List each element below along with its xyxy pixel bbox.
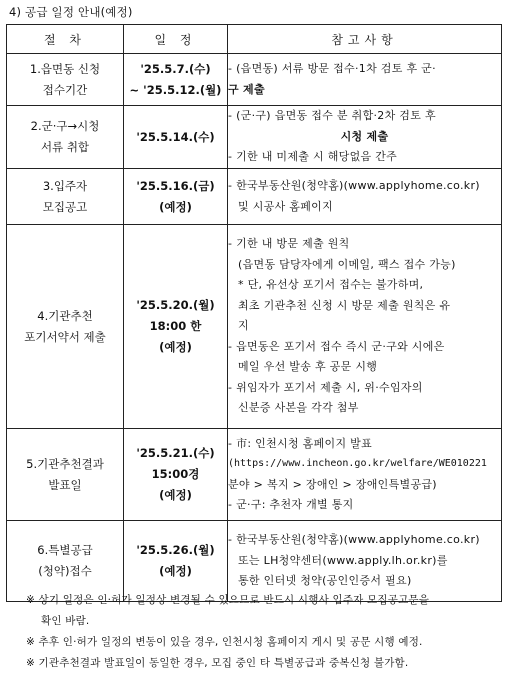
date-text: ~ '25.5.12.(월) bbox=[129, 82, 222, 97]
header-step: 절 차 bbox=[7, 25, 124, 54]
note-text: 지 bbox=[238, 319, 249, 333]
table-row bbox=[7, 106, 502, 169]
footnote: ※ 기관추천결과 발표일이 동일한 경우, 모집 중인 타 특별공급과 중복신청 불가함. bbox=[26, 657, 409, 669]
footnotes bbox=[26, 590, 496, 674]
step-cell bbox=[7, 169, 124, 225]
note-text: - 기한 내 방문 제출 원칙 bbox=[228, 237, 350, 251]
step-cell bbox=[7, 429, 124, 521]
step-cell bbox=[7, 225, 124, 429]
header-note: 참고사항 bbox=[228, 25, 502, 54]
table-row bbox=[7, 54, 502, 106]
step-text: 접수기간 bbox=[42, 82, 88, 97]
step-text: 모집공고 bbox=[42, 199, 88, 214]
date-cell bbox=[124, 106, 228, 169]
date-text: (예정) bbox=[159, 340, 192, 354]
date-text: 15:00경 bbox=[151, 467, 200, 481]
table-header-row bbox=[7, 25, 502, 54]
step-cell bbox=[7, 54, 124, 106]
date-cell bbox=[124, 54, 228, 106]
step-text: 3.입주자 bbox=[42, 178, 88, 193]
step-cell bbox=[7, 106, 124, 169]
date-text: (예정) bbox=[159, 199, 192, 214]
note-text: - (군·구) 읍면동 접수 분 취합·2차 검토 후 bbox=[228, 109, 436, 123]
note-text: * 단, 유선상 포기서 접수는 불가하며, bbox=[238, 278, 424, 292]
table-row bbox=[7, 169, 502, 225]
footnote: ※ 추후 인·허가 일정의 변동이 있을 경우, 인천시청 홈페이지 게시 및 공문 시행 예정. bbox=[26, 636, 423, 648]
date-cell bbox=[124, 169, 228, 225]
note-text: - 읍면동은 포기서 접수 즉시 군·구와 시에은 bbox=[228, 339, 445, 353]
note-url: (https://www.incheon.go.kr/welfare/WE010221 bbox=[228, 458, 487, 469]
note-text: 또는 LH청약센터(www.apply.lh.or.kr)를 bbox=[238, 553, 448, 567]
note-text: (읍면동 담당자에게 이메일, 팩스 접수 가능) bbox=[238, 257, 456, 271]
step-text: 포기서약서 제출 bbox=[24, 329, 106, 344]
date-text: '25.5.26.(월) bbox=[136, 543, 215, 557]
date-text: '25.5.7.(수) bbox=[140, 61, 211, 76]
step-text: 서류 취합 bbox=[40, 140, 90, 154]
note-cell bbox=[228, 54, 502, 106]
footnote: ※ 상기 일정은 인·허가 일정상 변경될 수 있으므로 반드시 시행사 입주자 모집공고문을 bbox=[26, 594, 430, 606]
date-text: '25.5.21.(수) bbox=[136, 446, 215, 460]
date-text: (예정) bbox=[159, 488, 192, 502]
date-cell bbox=[124, 225, 228, 429]
step-text: 6.특별공급 bbox=[37, 543, 93, 557]
note-text: 신분증 사본을 각각 첨부 bbox=[238, 401, 359, 415]
footnote-continuation: 확인 바람. bbox=[41, 615, 90, 627]
step-text: 발표일 bbox=[48, 477, 82, 492]
note-text: 구 제출 bbox=[228, 82, 265, 96]
note-text: - 市: 인천시청 홈페이지 발표 bbox=[228, 436, 373, 450]
note-cell bbox=[228, 225, 502, 429]
note-text: 통한 인터넷 청약(공인인증서 필요) bbox=[238, 574, 412, 588]
date-text: '25.5.20.(월) bbox=[136, 298, 215, 312]
note-cell bbox=[228, 429, 502, 521]
note-text: - 위임자가 포기서 제출 시, 위·수임자의 bbox=[228, 380, 423, 394]
note-text: - 기한 내 미제출 시 해당없음 간주 bbox=[228, 150, 398, 164]
note-text: 최초 기관추천 신청 시 방문 제출 원칙은 유 bbox=[238, 298, 451, 312]
header-date: 일 정 bbox=[124, 25, 228, 54]
note-text: 시청 제출 bbox=[340, 129, 389, 143]
date-text: 18:00 한 bbox=[149, 319, 202, 333]
section-title: 4) 공급 일정 안내(예정) bbox=[9, 5, 133, 19]
note-text: 및 시공사 홈페이지 bbox=[238, 199, 334, 213]
step-text: 1.읍면동 신청 bbox=[29, 61, 101, 76]
table-row bbox=[7, 429, 502, 521]
schedule-table bbox=[6, 24, 502, 602]
date-text: '25.5.16.(금) bbox=[136, 178, 215, 193]
table-row bbox=[7, 225, 502, 429]
step-text: (청약)접수 bbox=[38, 564, 92, 578]
date-cell bbox=[124, 429, 228, 521]
note-text: - 한국부동산원(청약홈)(www.applyhome.co.kr) bbox=[228, 533, 480, 547]
date-text: '25.5.14.(수) bbox=[136, 129, 215, 144]
date-text: (예정) bbox=[159, 564, 192, 578]
step-text: 2.군·구→시청 bbox=[30, 119, 100, 133]
note-text: - 한국부동산원(청약홈)(www.applyhome.co.kr) bbox=[228, 179, 480, 192]
note-text: - (읍면동) 서류 방문 접수·1차 검토 후 군· bbox=[228, 62, 436, 75]
note-cell bbox=[228, 106, 502, 169]
step-text: 4.기관추천 bbox=[37, 308, 93, 323]
note-text: 메일 우선 발송 후 공문 시행 bbox=[238, 360, 378, 374]
note-text: - 군·구: 추천자 개별 통지 bbox=[228, 498, 354, 511]
note-cell bbox=[228, 169, 502, 225]
note-text: 분야 > 복지 > 장애인 > 장애인특별공급) bbox=[228, 477, 437, 491]
step-text: 5.기관추천결과 bbox=[26, 456, 104, 471]
